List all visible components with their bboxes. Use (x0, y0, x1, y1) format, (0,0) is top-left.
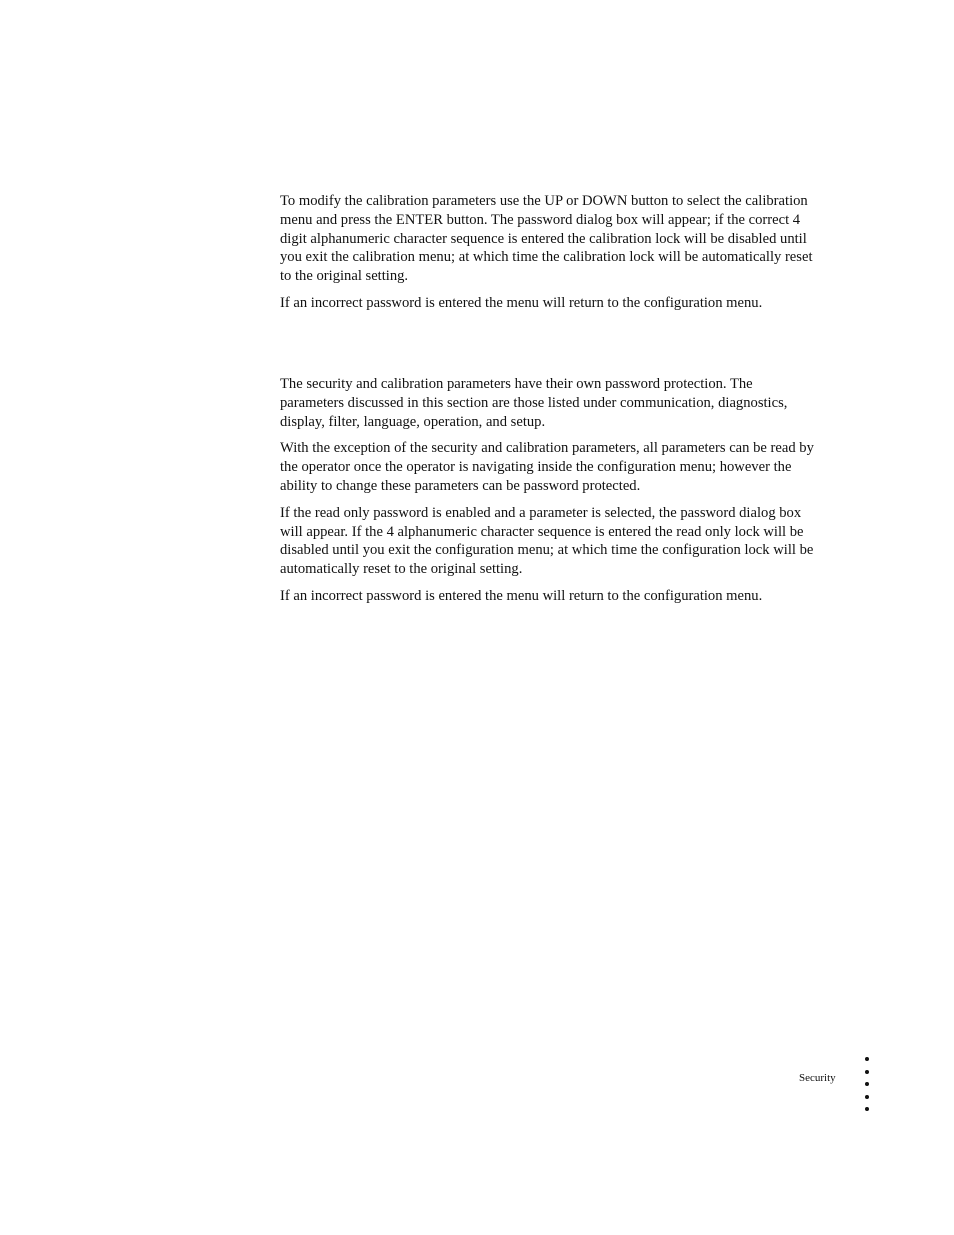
paragraph: With the exception of the security and calibration parameters, all parameters can be read by the operator once the operator is navigating inside the configuration menu; however the ability to change these parameters can be password protected. (280, 440, 814, 494)
marker-dot (865, 1107, 869, 1111)
paragraph: If an incorrect password is entered the menu will return to the configuration menu. (280, 587, 763, 604)
paragraph: If the read only password is enabled and a parameter is selected, the password dialog box will appear. If the 4 alphanumeric character sequence is entered the read only lock will be disabled until you exit the configuration menu; at which time the configuration lock will be automatically reset to the original setting. (280, 504, 814, 578)
read-only-password-section (280, 375, 814, 614)
footer-section-label: Security (799, 1072, 836, 1084)
marker-dot (865, 1082, 869, 1086)
paragraph: To modify the calibration parameters use the UP or DOWN button to select the calibration menu and press the ENTER button. The password dialog box will appear; if the correct 4 digit alphanumeric character sequence is entered the calibration lock will be disabled until you exit the calibration menu; at which time the calibration lock will be automatically reset to the original setting. (280, 193, 813, 285)
marker-dot (865, 1070, 869, 1074)
page-marker-dots (865, 1057, 871, 1120)
calibration-password-section (280, 192, 814, 321)
paragraph: The security and calibration parameters have their own password protection. The parameters discussed in this section are those listed under communication, diagnostics, display, filter, language, operation, and setup. (280, 376, 788, 430)
marker-dot (865, 1057, 869, 1061)
marker-dot (865, 1095, 869, 1099)
paragraph: If an incorrect password is entered the menu will return to the configuration menu. (280, 294, 763, 311)
